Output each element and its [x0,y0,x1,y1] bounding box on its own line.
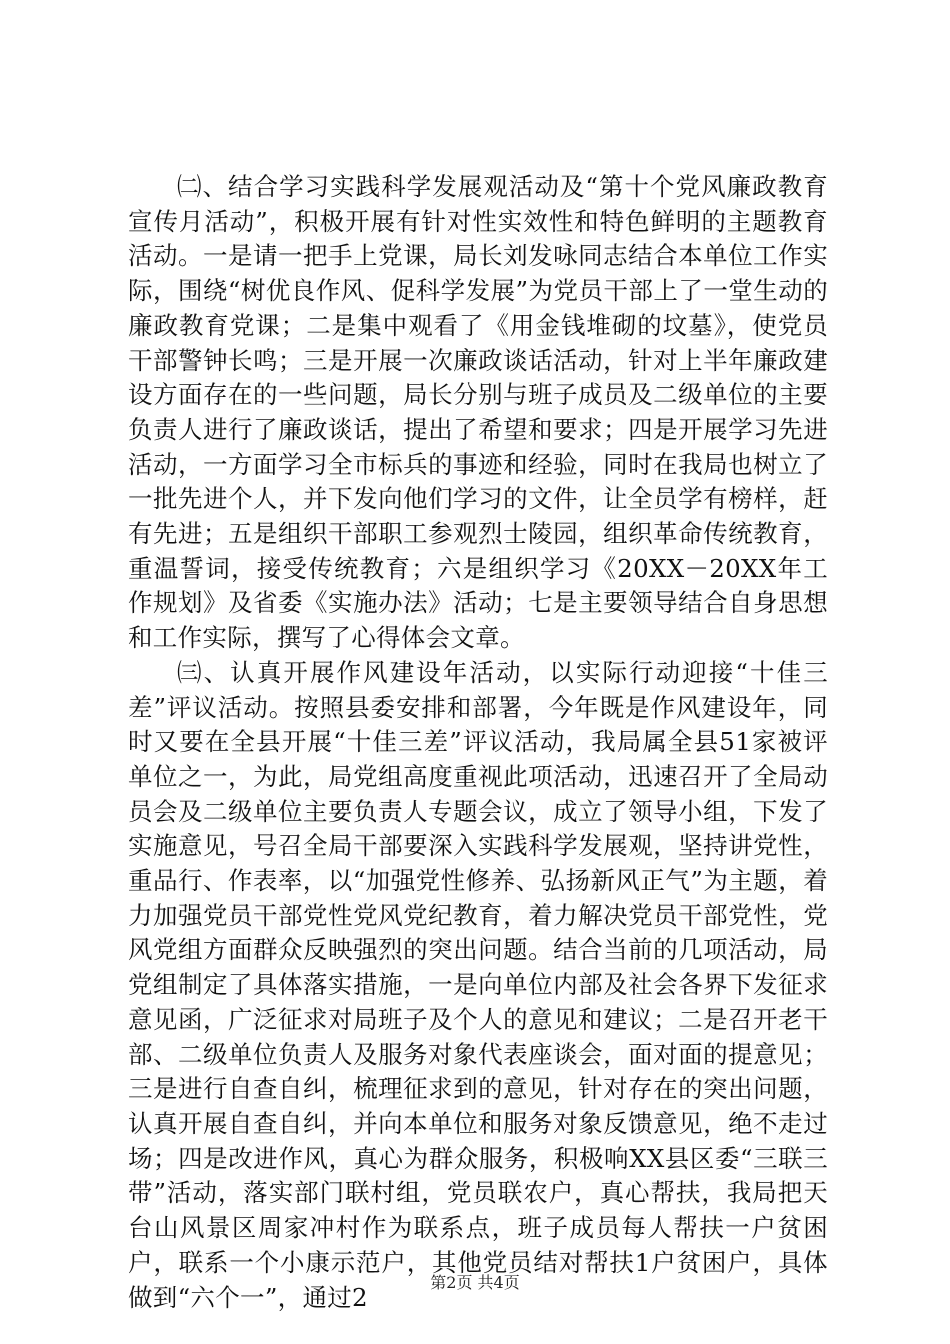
document-body [128,170,828,1315]
paragraph-2: ㈡、结合学习实践科学发展观活动及“第十个党风廉政教育宣传月活动”，积极开展有针对性实效性和特色鲜明的主题教育活动。一是请一把手上党课，局长刘发咏同志结合本单位工作实际，围绕“树优良作风、促科学发展”为党员干部上了一堂生动的廉政教育党课；二是集中观看了《用金钱堆砌的坟墓》，使党员干部警钟长鸣；三是开展一次廉政谈话活动，针对上半年廉政建设方面存在的一些问题，局长分别与班子成员及二级单位的主要负责人进行了廉政谈话，提出了希望和要求；四是开展学习先进活动，一方面学习全市标兵的事迹和经验，同时在我局也树立了一批先进个人，并下发向他们学习的文件，让全员学有榜样，赶有先进；五是组织干部职工参观烈士陵园，组织革命传统教育，重温誓词，接受传统教育；六是组织学习《20XX－20XX年工作规划》及省委《实施办法》活动；七是主要领导结合自身思想和工作实际，撰写了心得体会文章。 [128,172,828,653]
page-footer: 第2页 共4页 [430,1273,520,1292]
paragraph-3: ㈢、认真开展作风建设年活动，以实际行动迎接“十佳三差”评议活动。按照县委安排和部署，今年既是作风建设年，同时又要在全县开展“十佳三差”评议活动，我局属全县51家被评单位之一，为此，局党组高度重视此项活动，迅速召开了全局动员会及二级单位主要负责人专题会议，成立了领导小组，下发了实施意见，号召全局干部要深入实践科学发展观，坚持讲党性，重品行、作表率，以“加强党性修养、弘扬新风正气”为主题，着力加强党员干部党性党风党纪教育，着力解决党员干部党性，党风党组方面群众反映强烈的突出问题。结合当前的几项活动，局党组制定了具体落实措施，一是向单位内部及社会各界下发征求意见函，广泛征求对局班子及个人的意见和建议；二是召开老干部、二级单位负责人及服务对象代表座谈会，面对面的提意见；三是进行自查自纠，梳理征求到的意见，针对存在的突出问题，认真开展自查自纠，并向本单位和服务对象反馈意见，绝不走过场；四是改进作风，真心为群众服务，积极响XX县区委“三联三带”活动，落实部门联村组，党员联农户，真心帮扶，我局把天台山风景区周家冲村作为联系点，班子成员每人帮扶一户贫困户，联系一个小康示范户，其他党员结对帮扶1户贫困户，具体做到“六个一”，通过2 [128,657,829,1312]
